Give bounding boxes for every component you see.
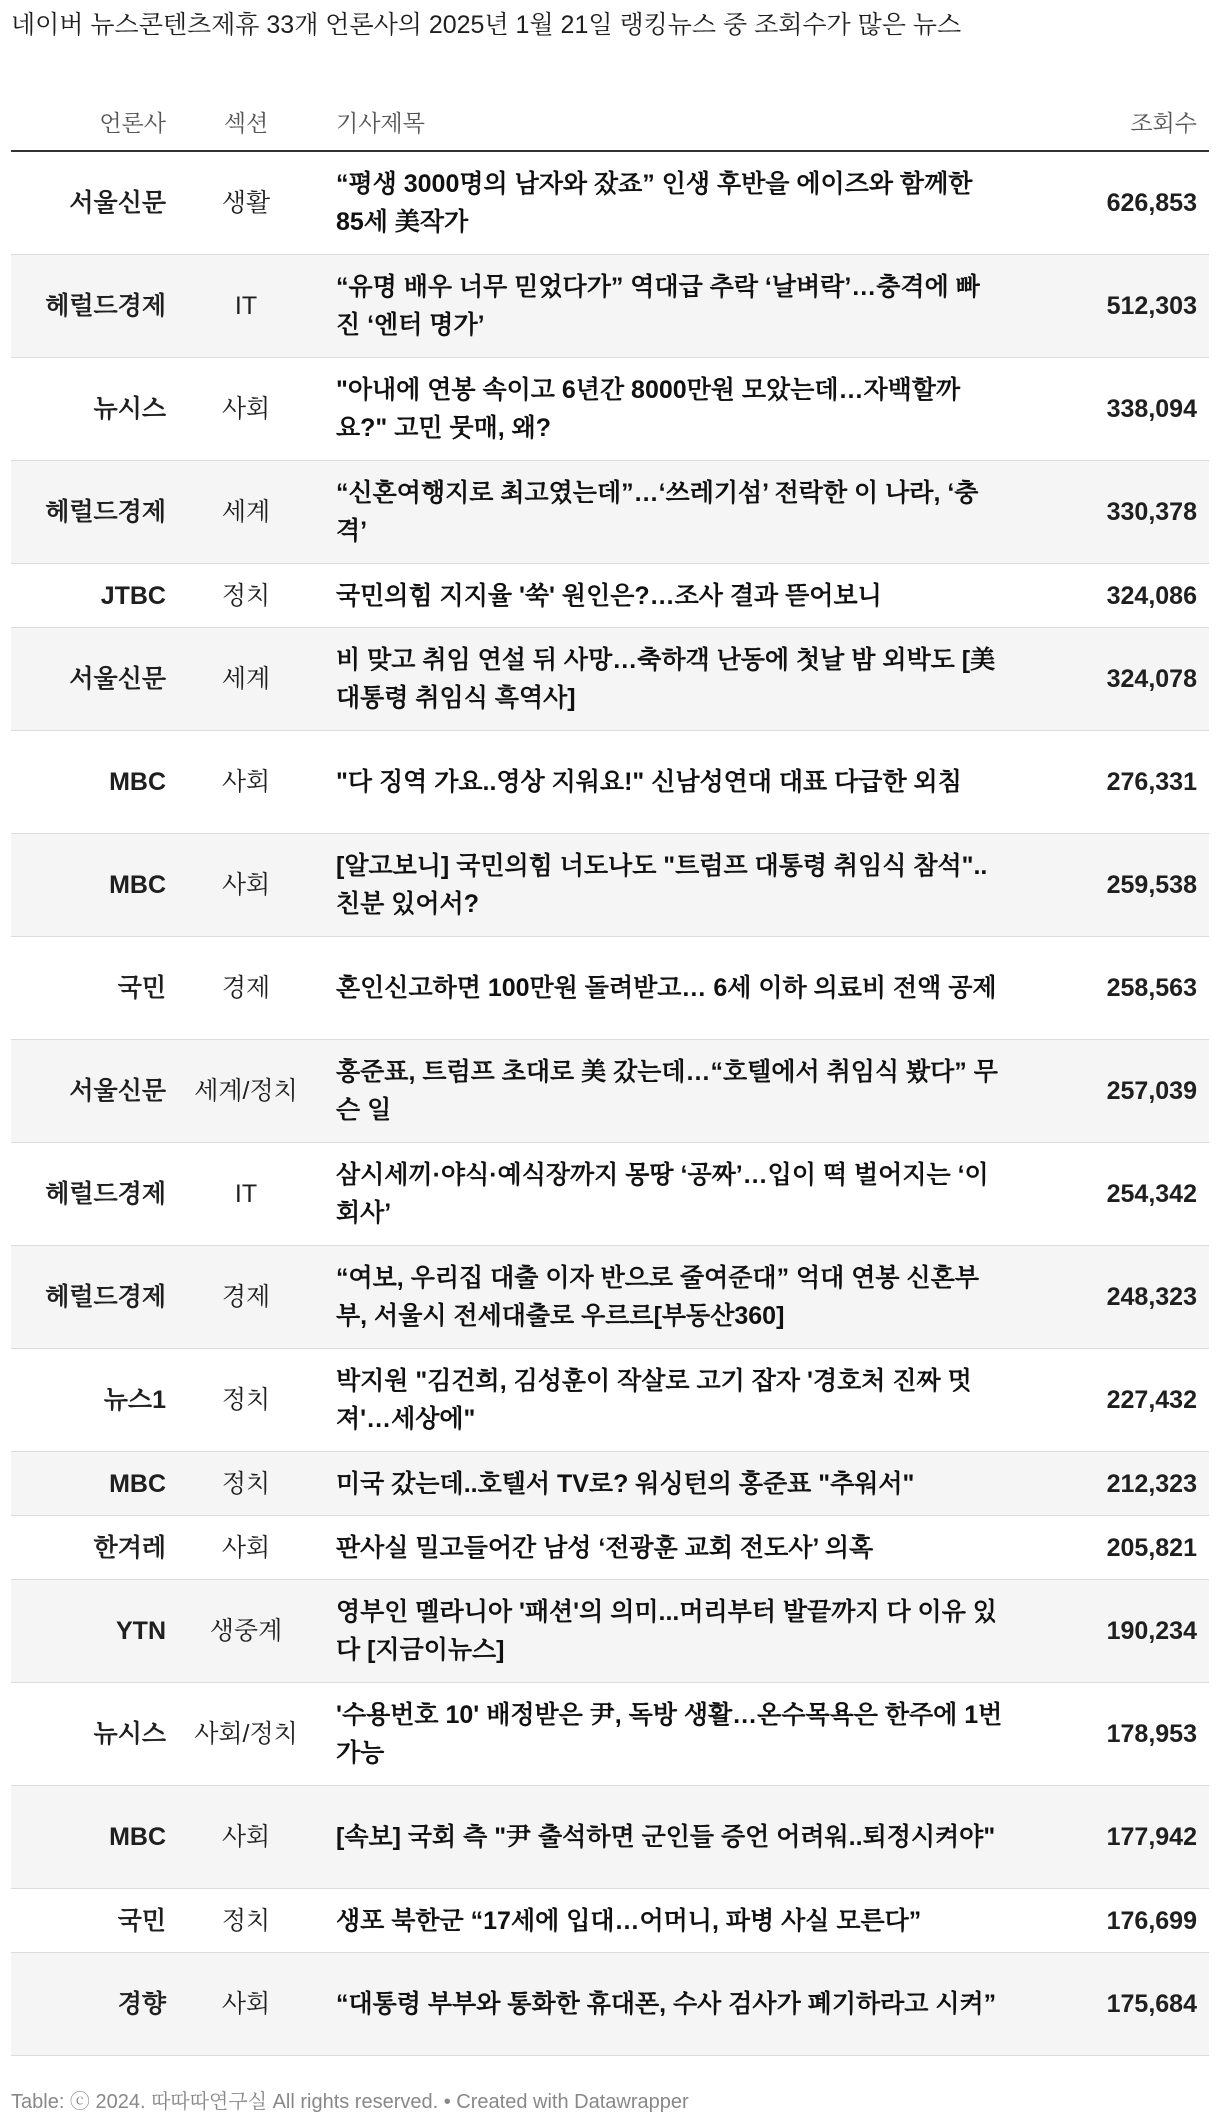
cell-title: [속보] 국회 측 "尹 출석하면 군인들 증언 어려워..퇴정시켜야" <box>316 1786 1019 1889</box>
cell-title: “여보, 우리집 대출 이자 반으로 줄여준대” 억대 연봉 신혼부부, 서울시 전세대출로 우르르[부동산360] <box>316 1246 1019 1349</box>
cell-views: 176,699 <box>1019 1889 1209 1953</box>
cell-title: '수용번호 10' 배정받은 尹, 독방 생활…온수목욕은 한주에 1번 가능 <box>316 1683 1019 1786</box>
cell-outlet: JTBC <box>11 564 176 628</box>
cell-title: 혼인신고하면 100만원 돌려받고… 6세 이하 의료비 전액 공제 <box>316 937 1019 1040</box>
cell-outlet: 서울신문 <box>11 151 176 255</box>
column-header-views[interactable]: 조회수 <box>1019 98 1209 151</box>
table-row <box>11 564 1209 628</box>
cell-section: 사회 <box>176 1786 316 1889</box>
table-row <box>11 1349 1209 1452</box>
cell-title: 미국 갔는데..호텔서 TV로? 워싱턴의 홍준표 "추워서" <box>316 1452 1019 1516</box>
cell-section: 사회 <box>176 834 316 937</box>
cell-title: 삼시세끼·야식·예식장까지 몽땅 ‘공짜’…입이 떡 벌어지는 ‘이 회사’ <box>316 1143 1019 1246</box>
cell-views: 257,039 <box>1019 1040 1209 1143</box>
table-row <box>11 1143 1209 1246</box>
cell-section: 사회 <box>176 731 316 834</box>
cell-section: 사회/정치 <box>176 1683 316 1786</box>
cell-outlet: 서울신문 <box>11 628 176 731</box>
cell-views: 324,086 <box>1019 564 1209 628</box>
cell-title: “평생 3000명의 남자와 잤죠” 인생 후반을 에이즈와 함께한 85세 美작가 <box>316 151 1019 255</box>
table-row <box>11 628 1209 731</box>
cell-outlet: YTN <box>11 1580 176 1683</box>
table-row <box>11 1786 1209 1889</box>
table-row <box>11 1516 1209 1580</box>
ranking-table <box>11 98 1209 2056</box>
table-row <box>11 1246 1209 1349</box>
cell-views: 258,563 <box>1019 937 1209 1040</box>
cell-outlet: 뉴시스 <box>11 358 176 461</box>
cell-section: 사회 <box>176 1516 316 1580</box>
table-row <box>11 358 1209 461</box>
cell-views: 212,323 <box>1019 1452 1209 1516</box>
cell-views: 227,432 <box>1019 1349 1209 1452</box>
cell-title: “신혼여행지로 최고였는데”…‘쓰레기섬’ 전락한 이 나라, ‘충격’ <box>316 461 1019 564</box>
cell-section: 생중계 <box>176 1580 316 1683</box>
column-header-outlet[interactable]: 언론사 <box>11 98 176 151</box>
table-row <box>11 461 1209 564</box>
cell-section: 경제 <box>176 1246 316 1349</box>
table-header <box>11 98 1209 151</box>
cell-outlet: 국민 <box>11 1889 176 1953</box>
cell-outlet: 서울신문 <box>11 1040 176 1143</box>
cell-outlet: 헤럴드경제 <box>11 461 176 564</box>
cell-title: [알고보니] 국민의힘 너도나도 "트럼프 대통령 취임식 참석"..친분 있어서? <box>316 834 1019 937</box>
table-footer: Table: ⓒ 2024. 따따따연구실 All rights reserved. • Created with Datawrapper <box>11 2091 689 2113</box>
cell-title: 국민의힘 지지율 '쑥' 원인은?…조사 결과 뜯어보니 <box>316 564 1019 628</box>
cell-views: 512,303 <box>1019 255 1209 358</box>
cell-outlet: MBC <box>11 1452 176 1516</box>
cell-section: 사회 <box>176 1953 316 2056</box>
cell-section: 세계/정치 <box>176 1040 316 1143</box>
cell-title: 영부인 멜라니아 '패션'의 의미...머리부터 발끝까지 다 이유 있다 [지금이뉴스] <box>316 1580 1019 1683</box>
cell-title: “유명 배우 너무 믿었다가” 역대급 추락 ‘날벼락’…충격에 빠진 ‘엔터 명가’ <box>316 255 1019 358</box>
cell-views: 324,078 <box>1019 628 1209 731</box>
cell-outlet: 헤럴드경제 <box>11 255 176 358</box>
cell-title: "다 징역 가요..영상 지워요!" 신남성연대 대표 다급한 외침 <box>316 731 1019 834</box>
cell-views: 205,821 <box>1019 1516 1209 1580</box>
column-header-section[interactable]: 섹션 <box>176 98 316 151</box>
page-title: 네이버 뉴스콘텐츠제휴 33개 언론사의 2025년 1월 21일 랭킹뉴스 중 조회수가 많은 뉴스 <box>11 11 962 39</box>
cell-views: 626,853 <box>1019 151 1209 255</box>
cell-views: 338,094 <box>1019 358 1209 461</box>
table-row <box>11 1953 1209 2056</box>
cell-section: 생활 <box>176 151 316 255</box>
cell-section: 세계 <box>176 628 316 731</box>
cell-outlet: MBC <box>11 834 176 937</box>
cell-outlet: MBC <box>11 1786 176 1889</box>
cell-views: 254,342 <box>1019 1143 1209 1246</box>
cell-title: “대통령 부부와 통화한 휴대폰, 수사 검사가 폐기하라고 시켜” <box>316 1953 1019 2056</box>
cell-title: 생포 북한군 “17세에 입대…어머니, 파병 사실 모른다” <box>316 1889 1019 1953</box>
cell-section: 사회 <box>176 358 316 461</box>
table-row <box>11 1040 1209 1143</box>
cell-title: "아내에 연봉 속이고 6년간 8000만원 모았는데…자백할까요?" 고민 뭇매, 왜? <box>316 358 1019 461</box>
cell-outlet: 뉴시스 <box>11 1683 176 1786</box>
table-row <box>11 1580 1209 1683</box>
table-row <box>11 255 1209 358</box>
table-row <box>11 151 1209 255</box>
table-body <box>11 151 1209 2056</box>
cell-title: 홍준표, 트럼프 초대로 美 갔는데…“호텔에서 취임식 봤다” 무슨 일 <box>316 1040 1019 1143</box>
cell-outlet: 한겨레 <box>11 1516 176 1580</box>
table-row <box>11 937 1209 1040</box>
cell-section: 경제 <box>176 937 316 1040</box>
cell-section: 세계 <box>176 461 316 564</box>
cell-outlet: 헤럴드경제 <box>11 1143 176 1246</box>
cell-views: 177,942 <box>1019 1786 1209 1889</box>
cell-section: 정치 <box>176 1452 316 1516</box>
cell-section: 정치 <box>176 1889 316 1953</box>
cell-views: 178,953 <box>1019 1683 1209 1786</box>
cell-title: 판사실 밀고들어간 남성 ‘전광훈 교회 전도사’ 의혹 <box>316 1516 1019 1580</box>
cell-views: 190,234 <box>1019 1580 1209 1683</box>
cell-views: 175,684 <box>1019 1953 1209 2056</box>
cell-section: 정치 <box>176 564 316 628</box>
table-row <box>11 1889 1209 1953</box>
cell-title: 비 맞고 취임 연설 뒤 사망…축하객 난동에 첫날 밤 외박도 [美 대통령 취임식 흑역사] <box>316 628 1019 731</box>
cell-section: IT <box>176 1143 316 1246</box>
cell-outlet: 헤럴드경제 <box>11 1246 176 1349</box>
cell-outlet: 국민 <box>11 937 176 1040</box>
table-row <box>11 834 1209 937</box>
cell-views: 276,331 <box>1019 731 1209 834</box>
cell-views: 259,538 <box>1019 834 1209 937</box>
header-row <box>11 98 1209 151</box>
column-header-title[interactable]: 기사제목 <box>316 98 1019 151</box>
cell-outlet: 경향 <box>11 1953 176 2056</box>
cell-outlet: MBC <box>11 731 176 834</box>
cell-views: 248,323 <box>1019 1246 1209 1349</box>
table-row <box>11 1452 1209 1516</box>
cell-views: 330,378 <box>1019 461 1209 564</box>
table-row <box>11 1683 1209 1786</box>
cell-outlet: 뉴스1 <box>11 1349 176 1452</box>
cell-title: 박지원 "김건희, 김성훈이 작살로 고기 잡자 '경호처 진짜 멋져'…세상에" <box>316 1349 1019 1452</box>
cell-section: IT <box>176 255 316 358</box>
cell-section: 정치 <box>176 1349 316 1452</box>
table-row <box>11 731 1209 834</box>
